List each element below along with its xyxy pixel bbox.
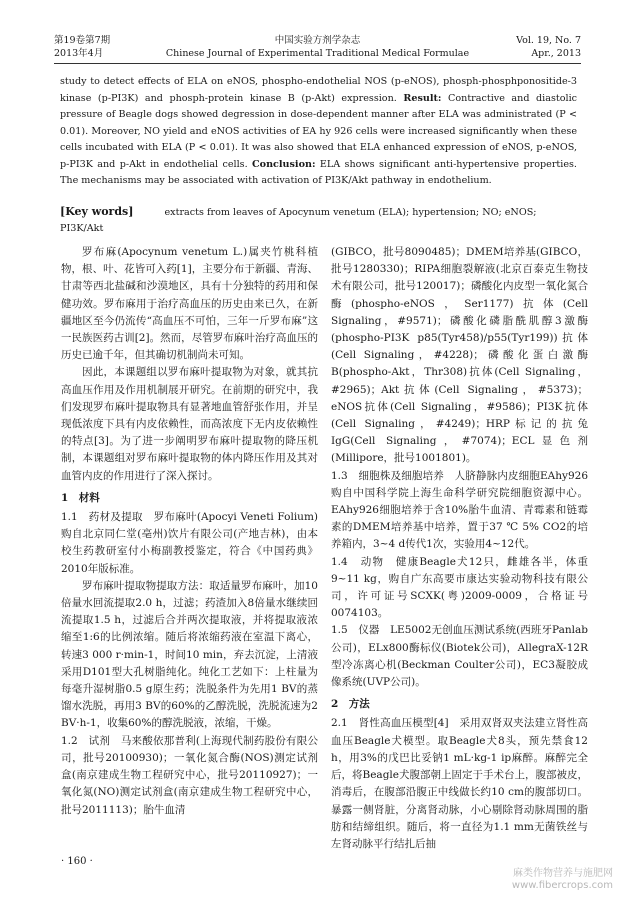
- subsection-1-4: 1.4 动物 健康Beagle犬12只，雌雄各半，体重9~11 kg，购自广东高要市康达实验动物科技有限公司，许可证号SCXK(粤)2009-0009，合格证号0074103。: [331, 555, 588, 620]
- section-heading-methods: 2 方法: [331, 698, 370, 711]
- header-rule: [54, 63, 581, 64]
- conclusion-text: ELA shows significant anti-hypertensive properties. The mechanisms may be associated with activation of PI3K/Akt pathway in endothelium.: [60, 158, 577, 186]
- page-number: · 160 ·: [61, 856, 93, 867]
- journal-title-cn: 中国实验方剂学杂志: [274, 35, 361, 46]
- result-label: Result:: [403, 92, 442, 104]
- result-text: Contractive and diastolic pressure of Beagle dogs showed degression in dose-dependent manner after ELA was administrated (P < 0.01). Moreover, NO yield and eNOS activities of EA hy 926 cells were increased significantly when these cells incubated with ELA (P < 0.01). It was also showed that ELA enhanced expression of eNOS, p-eNOS, p-PI3K and p-Akt in endothelial cells.: [60, 92, 578, 170]
- watermark: [512, 868, 613, 892]
- keywords-text: extracts from leaves of Apocynum venetum (ELA); hypertension; NO; eNOS; PI3K/Akt: [60, 207, 537, 234]
- page-header: [54, 30, 581, 64]
- date-en: Apr., 2013: [531, 48, 581, 59]
- subsection-1-2: 1.2 试剂 马来酸依那普利(上海现代制药股份有限公司，批号20100930)；一氧化氮合酶(NOS)测定试剂盒(南京建成生物工程研究中心，批号20110927)；一氧化氮(NO)测定试剂盒(南京建成生物工程研究中心，批号2011113)；胎牛血清: [61, 734, 318, 816]
- volume-en: Vol. 19, No. 7: [516, 35, 581, 46]
- section-heading-materials: 1 材料: [61, 491, 100, 504]
- intro-paragraph-1: 罗布麻(Apocynum venetum L.)属夹竹桃科植物，根、叶、花皆可入药[1]，主要分布于新疆、青海、甘肃等西北盐碱和沙漠地区，具有十分独特的药用和保健功效。罗布麻用于治疗高血压的历史由来已久，在新疆地区至今仍流传“高血压不可怕，三年一斤罗布麻”这一民族医药古训[2]。然而，尽管罗布麻叶治疗高血压的历史已逾千年，但其确切机制尚未可知。: [61, 246, 318, 362]
- header-center: [54, 34, 581, 60]
- subsection-1-1: 1.1 药材及提取 罗布麻叶(Apocyi Veneti Folium)购自北京同仁堂(亳州)饮片有限公司(产地吉林)，由本校生药教研室付小梅副教授鉴定，符合《中国药典》2010年版标准。: [61, 511, 318, 575]
- keywords-label: [Key words]: [60, 205, 134, 218]
- keywords: [60, 204, 577, 237]
- intro-paragraph-2: 因此，本课题组以罗布麻叶提取物为对象，就其抗高血压作用及作用机制展开研究。在前期的研究中，我们发现罗布麻叶提取物具有显著地血管舒张作用，并呈现低浓度下具有内皮依赖性，而高浓度下无内皮依赖性的特点[3]。为了进一步阐明罗布麻叶提取物的降压机制，本课题组对罗布麻叶提取物的体内降压作用及其对血管内皮的作用进行了深入探讨。: [61, 366, 318, 482]
- reagents-continued: (GIBCO，批号8090485)；DMEM培养基(GIBCO，批号1280330)；RIPA细胞裂解液(北京百泰克生物技术有限公司，批号120017)；磷酸化内皮型一氧化氮合酶(phospho-eNOS，Ser1177)抗体(Cell Signaling，#9571)；磷酸化磷脂酰肌醇3激酶(phospho-PI3K p85(Tyr458)/p55(Tyr199))抗体(Cell Signaling，#4228)；磷酸化蛋白激酶B(phospho-Akt，Thr308)抗体(Cell Signaling，#2965)；Akt抗体(Cell Signaling，#5373)；eNOS抗体(Cell Signaling，#9586)；PI3K抗体(Cell Signaling，#4249)；HRP标记的抗兔IgG(Cell Signaling，#7074)；ECL显色剂(Millipore，批号1001801)。: [331, 246, 588, 465]
- left-column: [61, 244, 318, 819]
- right-column: [331, 244, 588, 853]
- watermark-line-2: www.fibercrops.com: [511, 880, 613, 891]
- journal-title-en: Chinese Journal of Experimental Traditional Medical Formulae: [165, 48, 470, 59]
- volume-cn: 第19卷第7期: [54, 35, 111, 46]
- extraction-method: 罗布麻叶提取物提取方法：取适量罗布麻叶，加10倍量水回流提取2.0 h，过滤；药渣加入8倍量水继续回流提取1.5 h，过滤后合并两次提取液，并将提取液浓缩至1:6的比例浓缩。随后将浓缩药液在室温下离心，转速3 000 r·min-1，时间10 min，弃去沉淀，上清液采用D101型大孔树脂纯化。纯化工艺如下：上柱量为每毫升湿树脂0.5 g原生药；洗脱条件为先用1 BV的蒸馏水洗脱，再用3 BV的60%的乙醇洗脱，洗脱流速为2 BV·h-1，收集60%的醇洗脱液，浓缩，干燥。: [61, 579, 318, 730]
- header-right: [516, 34, 581, 60]
- subsection-2-1: 2.1 肾性高血压模型[4] 采用双肾双夹法建立肾性高血压Beagle犬模型。取Beagle犬8头，预先禁食12 h，用3%的戊巴比妥钠1 mL·kg-1 ip麻醉。麻醉完全后，将Beagle犬腹部朝上固定于手术台上，腹部被皮，消毒后，在腹部沿腹正中线做长约10 cm的腹部切口。暴露一侧肾脏，分离肾动脉，小心剔除肾动脉周围的脂肪和结缔组织。随后，将一直径为1.1 mm无菌铁丝与左肾动脉平行结扎后抽: [331, 717, 588, 850]
- abstract-text: study to detect effects of ELA on eNOS, phospho-endothelial NOS (p-eNOS), phosph-phosphponositide-3 kinase (p-PI3K) and phosph-protein kinase B (p-Akt) expression.: [60, 76, 577, 104]
- conclusion-label: Conclusion:: [252, 158, 316, 170]
- watermark-line-1: 麻类作物营养与施肥网: [513, 868, 613, 879]
- abstract: [60, 74, 577, 190]
- subsection-1-3: 1.3 细胞株及细胞培养 人脐静脉内皮细胞EAhy926购自中国科学院上海生命科学研究院细胞资源中心。EAhy926细胞培养于含10%胎牛血清、青霉素和链霉素的DMEM培养基中培养，置于37 ℃ 5% CO2的培养箱内，3~4 d传代1次，实验用4~12代。: [331, 469, 588, 551]
- date-cn: 2013年4月: [54, 48, 104, 59]
- subsection-1-5: 1.5 仪器 LE5002无创血压测试系统(西班牙Panlab公司)，ELx800酶标仪(Biotek公司)，AllegraX-12R型冷冻离心机(Beckman Coulter公司)，EC3凝胶成像系统(UVP公司)。: [331, 624, 588, 689]
